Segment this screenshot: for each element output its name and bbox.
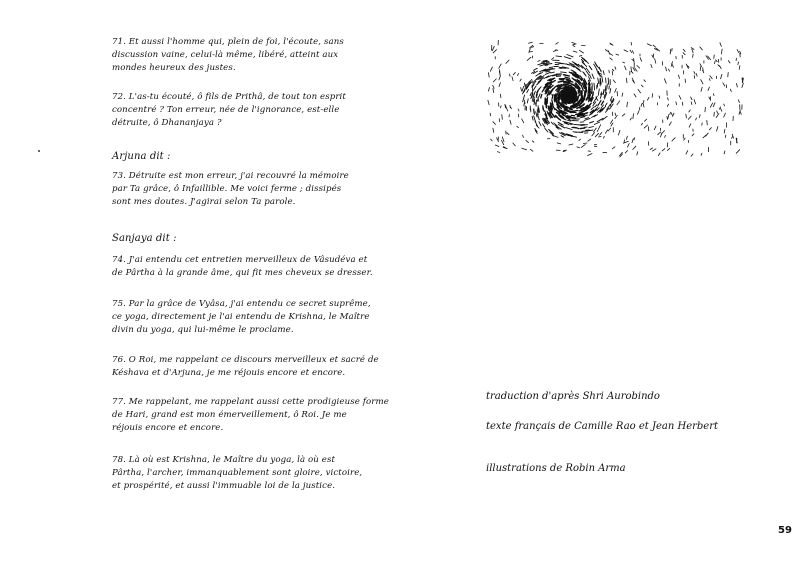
verse-71: 71. Et aussi l'homme qui, plein de foi, l'écoute, sans discussion vaine, celui-là même, libéré, atteint aux mondes heureux des justes. [112, 37, 344, 73]
page-number: 59 [778, 525, 792, 536]
stray-mark [38, 150, 40, 152]
verse-75: 75. Par la grâce de Vyâsa, j'ai entendu ce secret suprême, ce yoga, directement je l'ai entendu de Krishna, le Maître divin du yoga, qui lui-même le proclame. [112, 299, 371, 335]
credit-translation: traduction d'après Shri Aurobindo [486, 391, 660, 402]
swirl-illustration [483, 38, 748, 158]
speaker-arjuna: Arjuna dit : [112, 151, 171, 162]
verse-76: 76. O Roi, me rappelant ce discours merveilleux et sacré de Késhava et d'Arjuna, je me réjouis encore et encore. [112, 355, 379, 378]
verse-74: 74. J'ai entendu cet entretien merveilleux de Vâsudéva et de Pârtha à la grande âme, qui fit mes cheveux se dresser. [112, 255, 373, 278]
verse-73: 73. Détruite est mon erreur, j'ai recouvré la mémoire par Ta grâce, ô Infaillible. Me voici ferme ; dissipés sont mes doutes. J'agirai selon Ta parole. [112, 171, 349, 207]
verse-77: 77. Me rappelant, me rappelant aussi cette prodigieuse forme de Hari, grand est mon émerveillement, ô Roi. Je me réjouis encore et encore. [112, 397, 389, 433]
verse-78: 78. Là où est Krishna, le Maître du yoga, là où est Pârtha, l'archer, immanquablement sont gloire, victoire, et prospérité, et aussi l'immuable loi de la justice. [112, 455, 363, 491]
credit-french-text: texte français de Camille Rao et Jean Herbert [486, 421, 719, 432]
speaker-sanjaya: Sanjaya dit : [112, 233, 177, 244]
verse-72: 72. L'as-tu écouté, ô fils de Prithâ, de tout ton esprit concentré ? Ton erreur, née de l'ignorance, est-elle détruite, ô Dhananjaya ? [112, 92, 346, 128]
credit-illustrations: illustrations de Robin Arma [486, 463, 626, 474]
